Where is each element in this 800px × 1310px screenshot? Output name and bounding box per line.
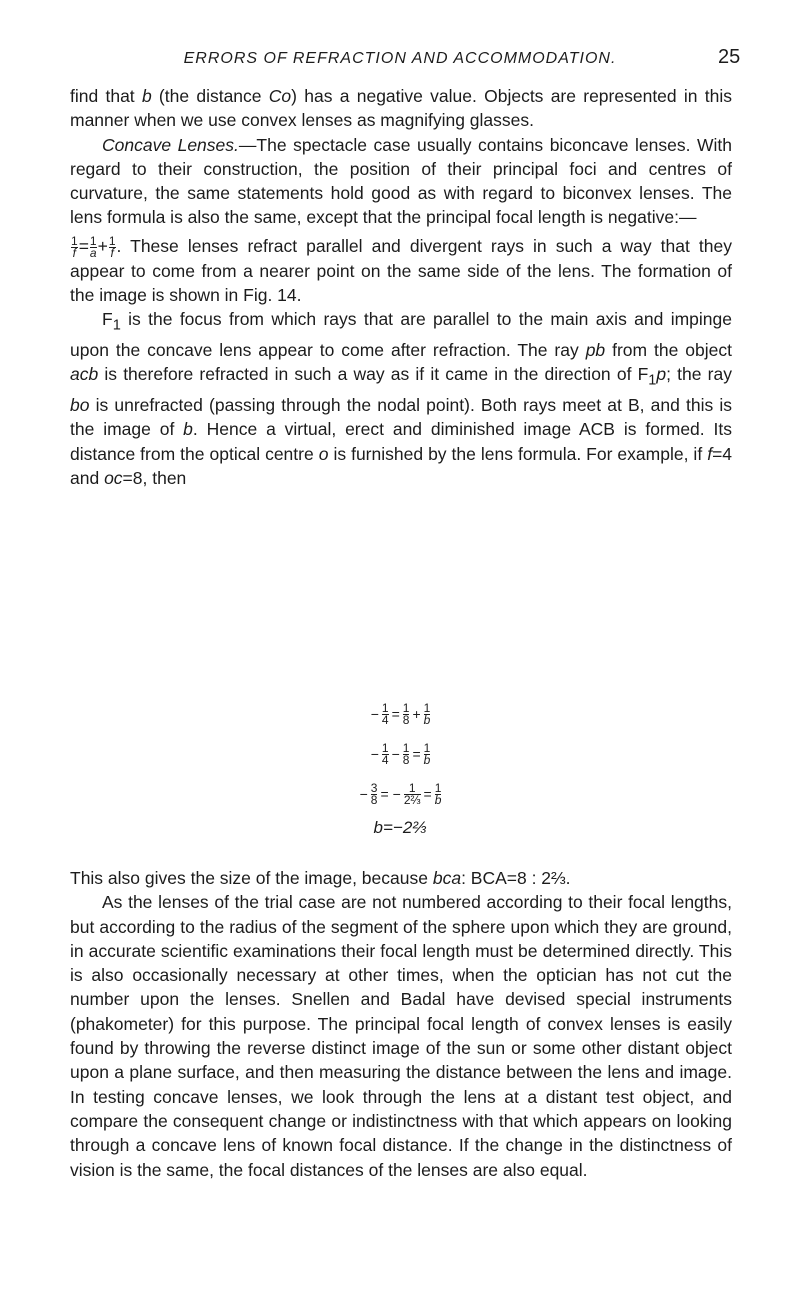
paragraph-3: $F_1$ is the focus from which rays that are parallel to the main axis and impinge upon the concave lens appear to come after refraction. The ray pb from the object acb is therefore refracted in such a way as if it came in the direction of $F_1p$; the ray bo is unrefracted (passing through the nodal point). Both rays meet at B, and this is the image of b. Hence a virtual, erect and diminished image ACB is formed. Its distance from the optical centre o is furnished by the lens formula. For example, if f=4 and oc=8, then — [70, 309, 733, 489]
section-heading: Concave Lenses. — [102, 134, 239, 155]
paragraph-5: As the lenses of the trial case are not numbered according to their focal lengths, but according to the radius of the segment of the sphere upon which they are ground, in accurate scientific examinations their focal length must be determined directly. This is also occasionally necessary at other times, when the optician has not cut the number upon the lenses. Snellen and Badal have devised special instruments (phakometer) for this purpose. The principal focal length of convex lenses is easily found by throwing the reverse distinct image of the sun or some other distant object upon a plane surface, and then measuring the distance between the lens and image. In testing concave lenses, we look through the lens at a distant test object, and compare the consequent change or indistinctness with that which appears on looking through a concave lens of known focal distance. If the change in the distinctness of vision is the same, the focal distances of the lenses are also equal. — [70, 892, 732, 1180]
equation-2: − $\frac{1}{4}$ − $\frac{1}{8}$ = $\frac{1}{b}$ — [370, 740, 431, 767]
equation-result: b=−2⅔ — [373, 818, 427, 837]
equation-1: − $\frac{1}{4}$ = $\frac{1}{8}$ + $\frac{1}{b}$ — [370, 700, 431, 727]
equation-3: − $\frac{3}{8}$ = − $\frac{1}{\text{2⅔}}$ = $\frac{1}{b}$ — [359, 780, 442, 807]
fraction-1-over-f-2: $\frac{1}{f}$ — [108, 233, 116, 260]
running-title: ERRORS OF REFRACTION AND ACCOMMODATION. — [183, 50, 617, 67]
paragraph-1: find that b (the distance Co) has a negative value. Objects are represented in this manner when we use convex lenses as magnifying glasses. — [70, 86, 733, 131]
paragraph-concave-lenses: Concave Lenses.—The spectacle case usually contains biconcave lenses. With regard to their construction, the position of their principal foci and centres of curvature, the same statements hold good as with regard to biconvex lenses. The lens formula is also the same, except that the principal focal length is negative:— — [70, 134, 732, 228]
text-block-lower — [70, 866, 732, 1182]
fraction-1-over-f: $\frac{1}{f}$ — [71, 233, 78, 260]
text-block-upper — [70, 84, 732, 490]
fraction-1-over-a: $\frac{1}{a}$ — [89, 233, 97, 260]
page-number: 25 — [718, 46, 741, 68]
formula-paragraph: $\frac{1}{f}$ = $\frac{1}{a}$ + $\frac{1}{f}$ . These lenses refract parallel and divergent rays in such a way that they appear to come from a nearer point on the same side of the lens. The formation of the image is shown in Fig. 14. — [70, 233, 732, 305]
paragraph-4: This also gives the size of the image, because bca: BCA=8 : 2⅔. — [70, 868, 571, 888]
equation-block — [280, 694, 520, 842]
